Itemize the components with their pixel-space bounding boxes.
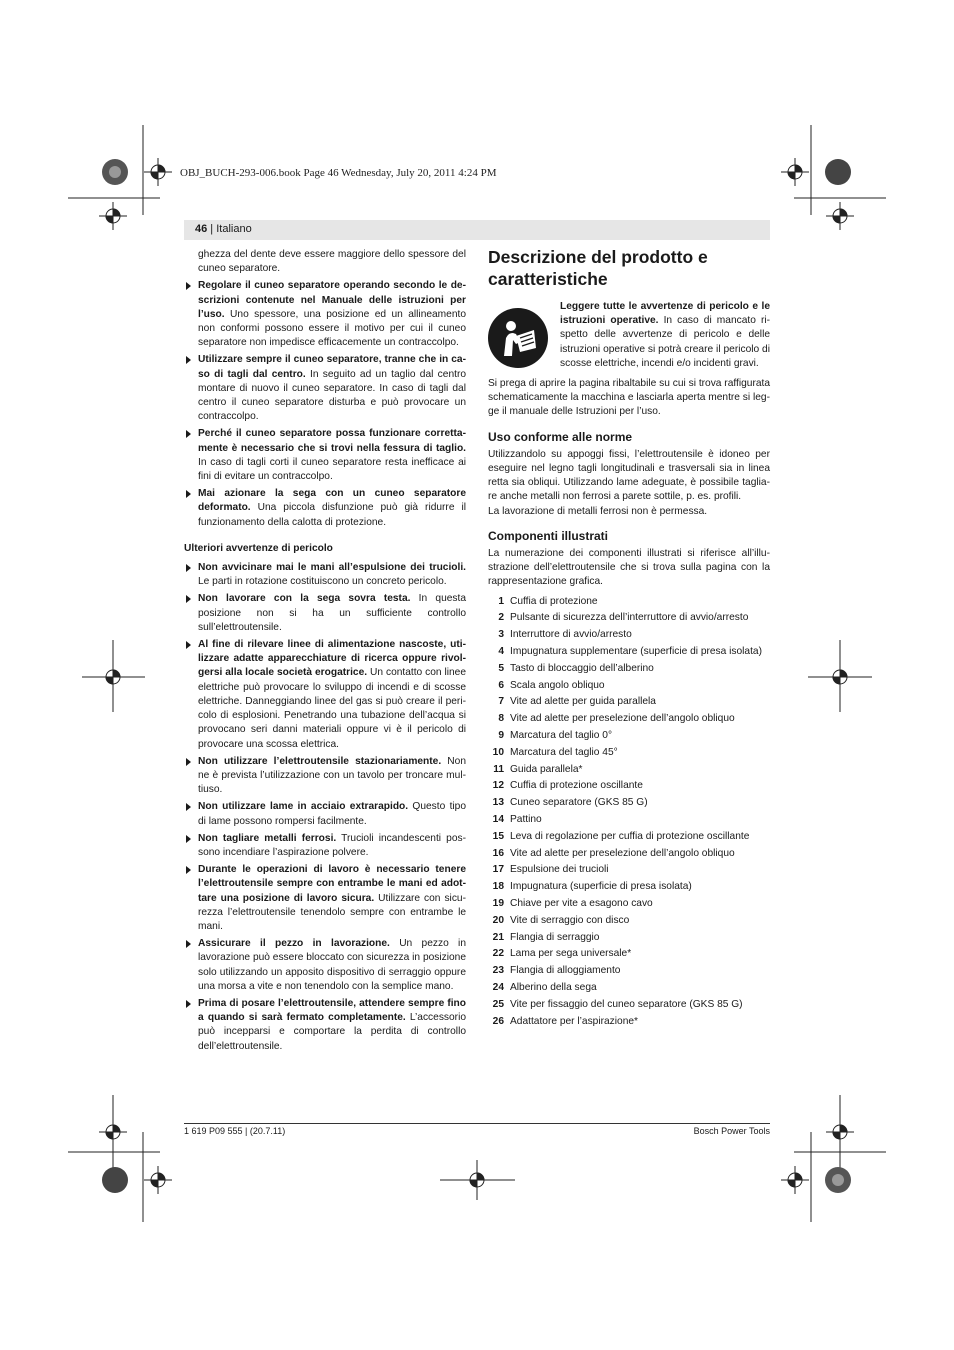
component-label: Flangia di alloggiamento (510, 965, 621, 977)
page-separator: | (207, 223, 217, 235)
component-item (488, 913, 770, 930)
component-number: 24 (492, 981, 504, 993)
component-number: 6 (498, 679, 504, 691)
intended-use-text: Utilizzandolo su appoggi fissi, l’elettroutensile è idoneo per eseguire nel legno tagli longitudinali e trasversali sia in linea retta sia obliqui. Utilizzando lame adeguate, è possibile tagliare anche metalli non ferrosi a parete sottile, p. es. profili. (488, 448, 770, 503)
component-label: Cuffia di protezione (510, 595, 598, 607)
bullet-bold-text: Mai azionare la sega con un cuneo separatore deformato. (198, 488, 466, 514)
bullet-bold-text: Non utilizzare lame in acciaio extrarapido. (198, 801, 409, 813)
page-number-label (195, 223, 252, 235)
bullet-triangle-icon (186, 940, 191, 948)
bullet-body-text: In seguito ad un taglio dal centro montare di nuovo il cuneo separatore. In caso di tagli dal centro il cuneo separatore disturba e può provocare un contraccolpo. (198, 368, 466, 423)
bullet-triangle-icon (186, 595, 191, 603)
bullet-body-text: In caso di tagli corti il cuneo separatore resta inefficace ai fini di evitare un contraccolpo. (198, 456, 466, 483)
bullet-triangle-icon (186, 835, 191, 843)
bullet-triangle-icon (186, 758, 191, 766)
component-item (488, 778, 770, 795)
component-item (488, 846, 770, 863)
component-number: 4 (498, 646, 504, 658)
component-label: Leva di regolazione per cuffia di protezione oscillante (510, 830, 750, 842)
component-number: 9 (498, 730, 504, 742)
bullet-item (184, 832, 466, 860)
page-header-band (184, 220, 770, 240)
component-item (488, 644, 770, 661)
footer-doc-code: 1 619 P09 555 | (20.7.11) (184, 1126, 286, 1136)
bullet-bold-text: Durante le operazioni di lavoro è necessario tenere l’elettroutensile sempre con entrambe le mani ed adottare una posizione di lavoro sicura. (198, 864, 466, 904)
component-label: Espulsione dei trucioli (510, 864, 609, 876)
component-label: Marcatura del taglio 0° (510, 730, 613, 742)
footer-brand: Bosch Power Tools (693, 1126, 770, 1136)
bullet-body-text: Trucioli incandescenti possono incendiare l’aspirazione polvere. (198, 832, 467, 858)
component-item (488, 762, 770, 779)
component-number: 17 (492, 864, 504, 876)
component-item (488, 661, 770, 678)
bullet-triangle-icon (186, 430, 191, 438)
component-label: Cuneo separatore (GKS 85 G) (510, 797, 648, 809)
bullet-item (184, 427, 466, 484)
component-item (488, 728, 770, 745)
component-item (488, 829, 770, 846)
component-item (488, 610, 770, 627)
bullet-item (184, 800, 466, 828)
component-item (488, 1014, 770, 1031)
component-label: Flangia di serraggio (510, 931, 600, 943)
component-item (488, 997, 770, 1014)
print-header: OBJ_BUCH-293-006.book Page 46 Wednesday, July 20, 2011 4:24 PM (180, 167, 497, 179)
component-label: Vite di serraggio con disco (510, 914, 630, 926)
bullet-bold-text: Prima di posare l’elettroutensile, attendere sempre fino a quando si sarà fermato completamente. (198, 997, 466, 1024)
bullet-triangle-icon (186, 356, 191, 364)
section-title: Descrizione del prodotto e caratteristiche (488, 247, 708, 289)
bullet-bold-text: Regolare il cuneo separatore operando secondo le descrizioni contenute nel Manuale delle istruzioni per l’uso. (198, 280, 466, 320)
warning-bold: Leggere tutte le avvertenze di pericolo e le istruzioni operative. (560, 301, 770, 327)
component-item (488, 879, 770, 896)
component-item (488, 980, 770, 997)
bullet-body-text: L’accessorio può incepparsi e comportare la perdita di controllo dell’elettroutensile. (198, 1012, 466, 1052)
left-column (184, 248, 466, 1057)
bullet-triangle-icon (186, 490, 191, 498)
component-number: 14 (492, 814, 504, 826)
component-label: Tasto di bloccaggio dell’alberino (510, 662, 654, 674)
bullet-item (184, 561, 466, 589)
component-item (488, 946, 770, 963)
bullet-item (184, 279, 466, 350)
bullet-item (184, 592, 466, 635)
bullet-triangle-icon (186, 1000, 191, 1008)
component-label: Marcatura del taglio 45° (510, 746, 618, 758)
bullet-item (184, 487, 466, 530)
bullet-bold-text: Al fine di rilevare linee di alimentazione nascoste, utilizzare adatte apparecchiature di ricerca oppure rivolgersi alla locale società erogatrice. (198, 639, 466, 679)
bullet-body-text: Un contatto con linee elettriche può provocare lo sviluppo di incendi e di scosse elettriche. Danneggiando linee del gas si può creare il pericolo di esplosioni. Penetrando una tubazione dell’acqua si provocano seri danni materiali oppure vi è il pericolo di provocare una scossa elettrica. (198, 667, 467, 750)
read-instructions-warning (488, 300, 770, 371)
bullet-body-text: Utilizzare con sicurezza l’elettroutensile tenendolo sempre con entrambe le mani. (198, 892, 466, 932)
footer-divider (184, 1123, 770, 1124)
component-number: 23 (492, 965, 504, 977)
component-number: 19 (492, 898, 504, 909)
component-number: 10 (492, 746, 504, 758)
component-number: 7 (498, 696, 504, 708)
bullet-body-text: Una piccola disfunzione può già ridurre il funzionamento della calotta di protezione. (198, 502, 466, 528)
component-label: Vite ad alette per preselezione dell’angolo obliquo (510, 847, 735, 859)
page-language: Italiano (216, 223, 252, 235)
components-intro: La numerazione dei componenti illustrati si riferisce all’illustrazione dell’elettroutensile che si trova sulla pagina con la rappresentazione grafica. (488, 548, 770, 588)
component-label: Adattatore per l’aspirazione* (510, 1015, 638, 1027)
component-label: Pulsante di sicurezza dell’interruttore di avvio/arresto (510, 612, 749, 624)
further-warnings-bullet-list (184, 561, 466, 1054)
component-number: 25 (492, 998, 504, 1010)
component-number: 3 (498, 629, 504, 641)
intended-use-heading: Uso conforme alle norme (488, 429, 633, 444)
foldout-text: Si prega di aprire la pagina ribaltabile su cui si trova raffigurata schematicamente la macchina e lasciarla aperta mentre si legge il manuale delle Istruzioni per l’uso. (488, 378, 770, 418)
component-number: 26 (492, 1015, 504, 1027)
component-item (488, 678, 770, 695)
component-item (488, 694, 770, 711)
bullet-item (184, 997, 466, 1054)
component-number: 1 (498, 595, 504, 607)
component-label: Vite per fissaggio del cuneo separatore (GKS 85 G) (510, 998, 743, 1010)
component-number: 21 (492, 931, 504, 943)
component-label: Impugnatura (superficie di presa isolata) (510, 881, 692, 893)
component-label: Interruttore di avvio/arresto (510, 629, 632, 641)
read-manual-icon (488, 308, 548, 368)
bullet-bold-text: Non lavorare con la sega sovra testa. (198, 593, 411, 605)
bullet-body-text: In questa posizione non si ha un sufficiente controllo sull’elettroutensile. (198, 593, 466, 633)
bullet-body-text: Le parti in rotazione costituiscono un concreto pericolo. (198, 576, 447, 588)
bullet-bold-text: Non avvicinare mai le mani all’espulsione dei trucioli. (198, 562, 466, 574)
right-column (488, 246, 770, 1030)
bullet-triangle-icon (186, 564, 191, 572)
component-item (488, 795, 770, 812)
bullet-body-text: Questo tipo di lame possono rompersi facilmente. (198, 801, 466, 827)
component-item (488, 930, 770, 947)
component-label: Vite ad alette per preselezione dell’angolo obliquo (510, 713, 735, 725)
left-intro-text: ghezza del dente deve essere maggiore dello spessore del cuneo separatore. (198, 249, 466, 275)
component-item (488, 862, 770, 879)
components-list (488, 594, 770, 1031)
component-item (488, 812, 770, 829)
component-item (488, 594, 770, 611)
bullet-bold-text: Perché il cuneo separatore possa funzionare correttamente è necessario che si trovi nella fessura di taglio. (198, 428, 466, 454)
warning-body: In caso di mancato rispetto delle avvertenze di pericolo e delle istruzioni operative si potrà creare il pericolo di scosse elettriche, incendi e/o incidenti gravi. (560, 315, 771, 369)
components-heading: Componenti illustrati (488, 528, 608, 543)
component-label: Cuffia di protezione oscillante (510, 780, 643, 792)
intended-use-text-2: La lavorazione di metalli ferrosi non è permessa. (488, 505, 708, 517)
component-number: 8 (498, 713, 504, 725)
bullet-bold-text: Assicurare il pezzo in lavorazione. (198, 938, 390, 950)
bullet-bold-text: Non tagliare metalli ferrosi. (198, 832, 337, 844)
component-label: Lama per sega universale* (510, 948, 632, 960)
bullet-item (184, 937, 466, 994)
component-item (488, 745, 770, 762)
component-label: Impugnatura supplementare (superficie di presa isolata) (510, 646, 762, 658)
bullet-triangle-icon (186, 641, 191, 649)
component-number: 16 (492, 847, 504, 859)
component-item (488, 711, 770, 728)
bullet-bold-text: Utilizzare sempre il cuneo separatore, tranne che in caso di tagli dal centro. (198, 354, 466, 380)
component-label: Guida parallela* (510, 763, 583, 775)
component-number: 18 (492, 881, 504, 893)
warning-text (560, 300, 770, 371)
component-label: Pattino (510, 814, 542, 826)
bullet-body-text: Un pezzo in lavorazione può essere bloccato con sicurezza in posizione solo utilizzando un apposito dispositivo di serraggio oppure una morsa a vite e non tenendolo con la semplice mano. (198, 938, 466, 992)
bullet-item (184, 353, 466, 424)
component-number: 12 (492, 780, 504, 792)
component-label: Vite ad alette per guida parallela (510, 696, 656, 708)
bullet-bold-text: Non utilizzare l’elettroutensile stazionariamente. (198, 755, 442, 767)
bullet-triangle-icon (186, 866, 191, 874)
component-label: Alberino della sega (510, 981, 597, 993)
component-number: 5 (498, 662, 504, 674)
component-item (488, 896, 770, 913)
component-label: Chiave per vite a esagono cavo (510, 898, 653, 909)
bullet-triangle-icon (186, 803, 191, 811)
bullet-triangle-icon (186, 282, 191, 290)
component-number: 22 (492, 948, 504, 960)
riving-knife-bullet-list (184, 279, 466, 529)
component-number: 15 (492, 830, 504, 842)
bullet-item (184, 863, 466, 934)
bullet-item (184, 755, 466, 798)
component-number: 20 (492, 914, 504, 926)
further-warnings-heading: Ulteriori avvertenze di pericolo (184, 542, 333, 554)
bullet-item (184, 638, 466, 752)
component-item (488, 627, 770, 644)
component-item (488, 963, 770, 980)
component-number: 13 (492, 797, 504, 809)
component-label: Scala angolo obliquo (510, 679, 605, 691)
bullet-body-text: Non ne è prevista l’utilizzazione con un tavolo per troncare multiuso. (198, 755, 466, 796)
page-number: 46 (195, 223, 208, 235)
component-number: 11 (493, 763, 504, 775)
bullet-body-text: Uno spessore, una posizione ed un allineamento non conformi possono essere il motivo per cui il cuneo separatore non impedisce efficacemente un contraccolpo. (198, 308, 466, 349)
component-number: 2 (498, 612, 504, 624)
